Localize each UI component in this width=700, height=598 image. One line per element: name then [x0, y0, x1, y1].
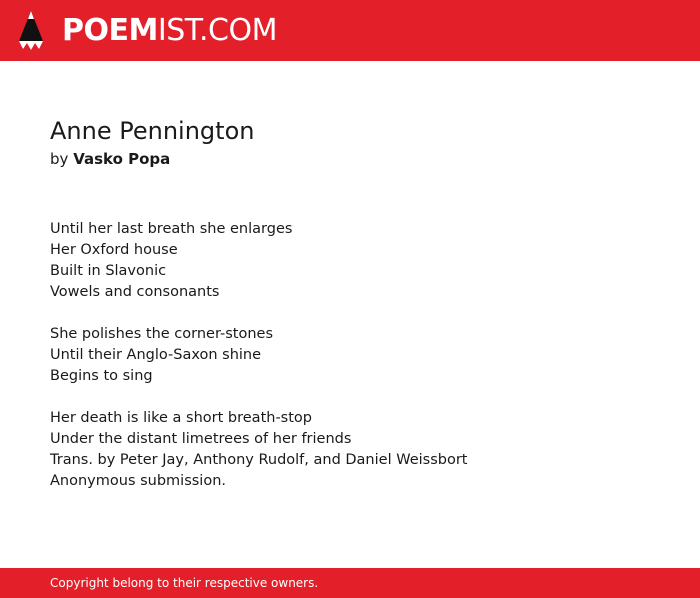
- poem-line: Built in Slavonic: [50, 263, 167, 279]
- poem-body: [50, 219, 670, 492]
- poem-line: Until her last breath she enlarges: [50, 221, 293, 237]
- poem-line: Anonymous submission.: [50, 473, 227, 489]
- poem-line: She polishes the corner-stones: [50, 326, 273, 342]
- poem-line: Trans. by Peter Jay, Anthony Rudolf, and Daniel Weissbort: [50, 452, 468, 468]
- poem-line: Her Oxford house: [50, 242, 178, 258]
- poem-title: Anne Pennington: [50, 117, 255, 145]
- stanza-break: [50, 387, 670, 408]
- stanza-break: [50, 303, 670, 324]
- poem-author[interactable]: Vasko Popa: [73, 150, 171, 168]
- poem-line: Begins to sing: [50, 368, 153, 384]
- poem-line: Under the distant limetrees of her friends: [50, 431, 352, 447]
- site-footer: [0, 568, 700, 598]
- byline-prefix: by: [50, 150, 69, 168]
- site-logo[interactable]: [62, 12, 277, 50]
- logo-light-text: IST.COM: [157, 13, 277, 48]
- logo-bold-text: POEM: [62, 13, 158, 48]
- poem-line: Until their Anglo-Saxon shine: [50, 347, 262, 363]
- copyright-notice: Copyright belong to their respective owners.: [50, 576, 319, 590]
- site-header: [0, 0, 700, 61]
- poem-byline: [50, 149, 170, 169]
- poem-line: Vowels and consonants: [50, 284, 220, 300]
- pencil-tip-icon[interactable]: [18, 10, 44, 51]
- poem-line: Her death is like a short breath-stop: [50, 410, 312, 426]
